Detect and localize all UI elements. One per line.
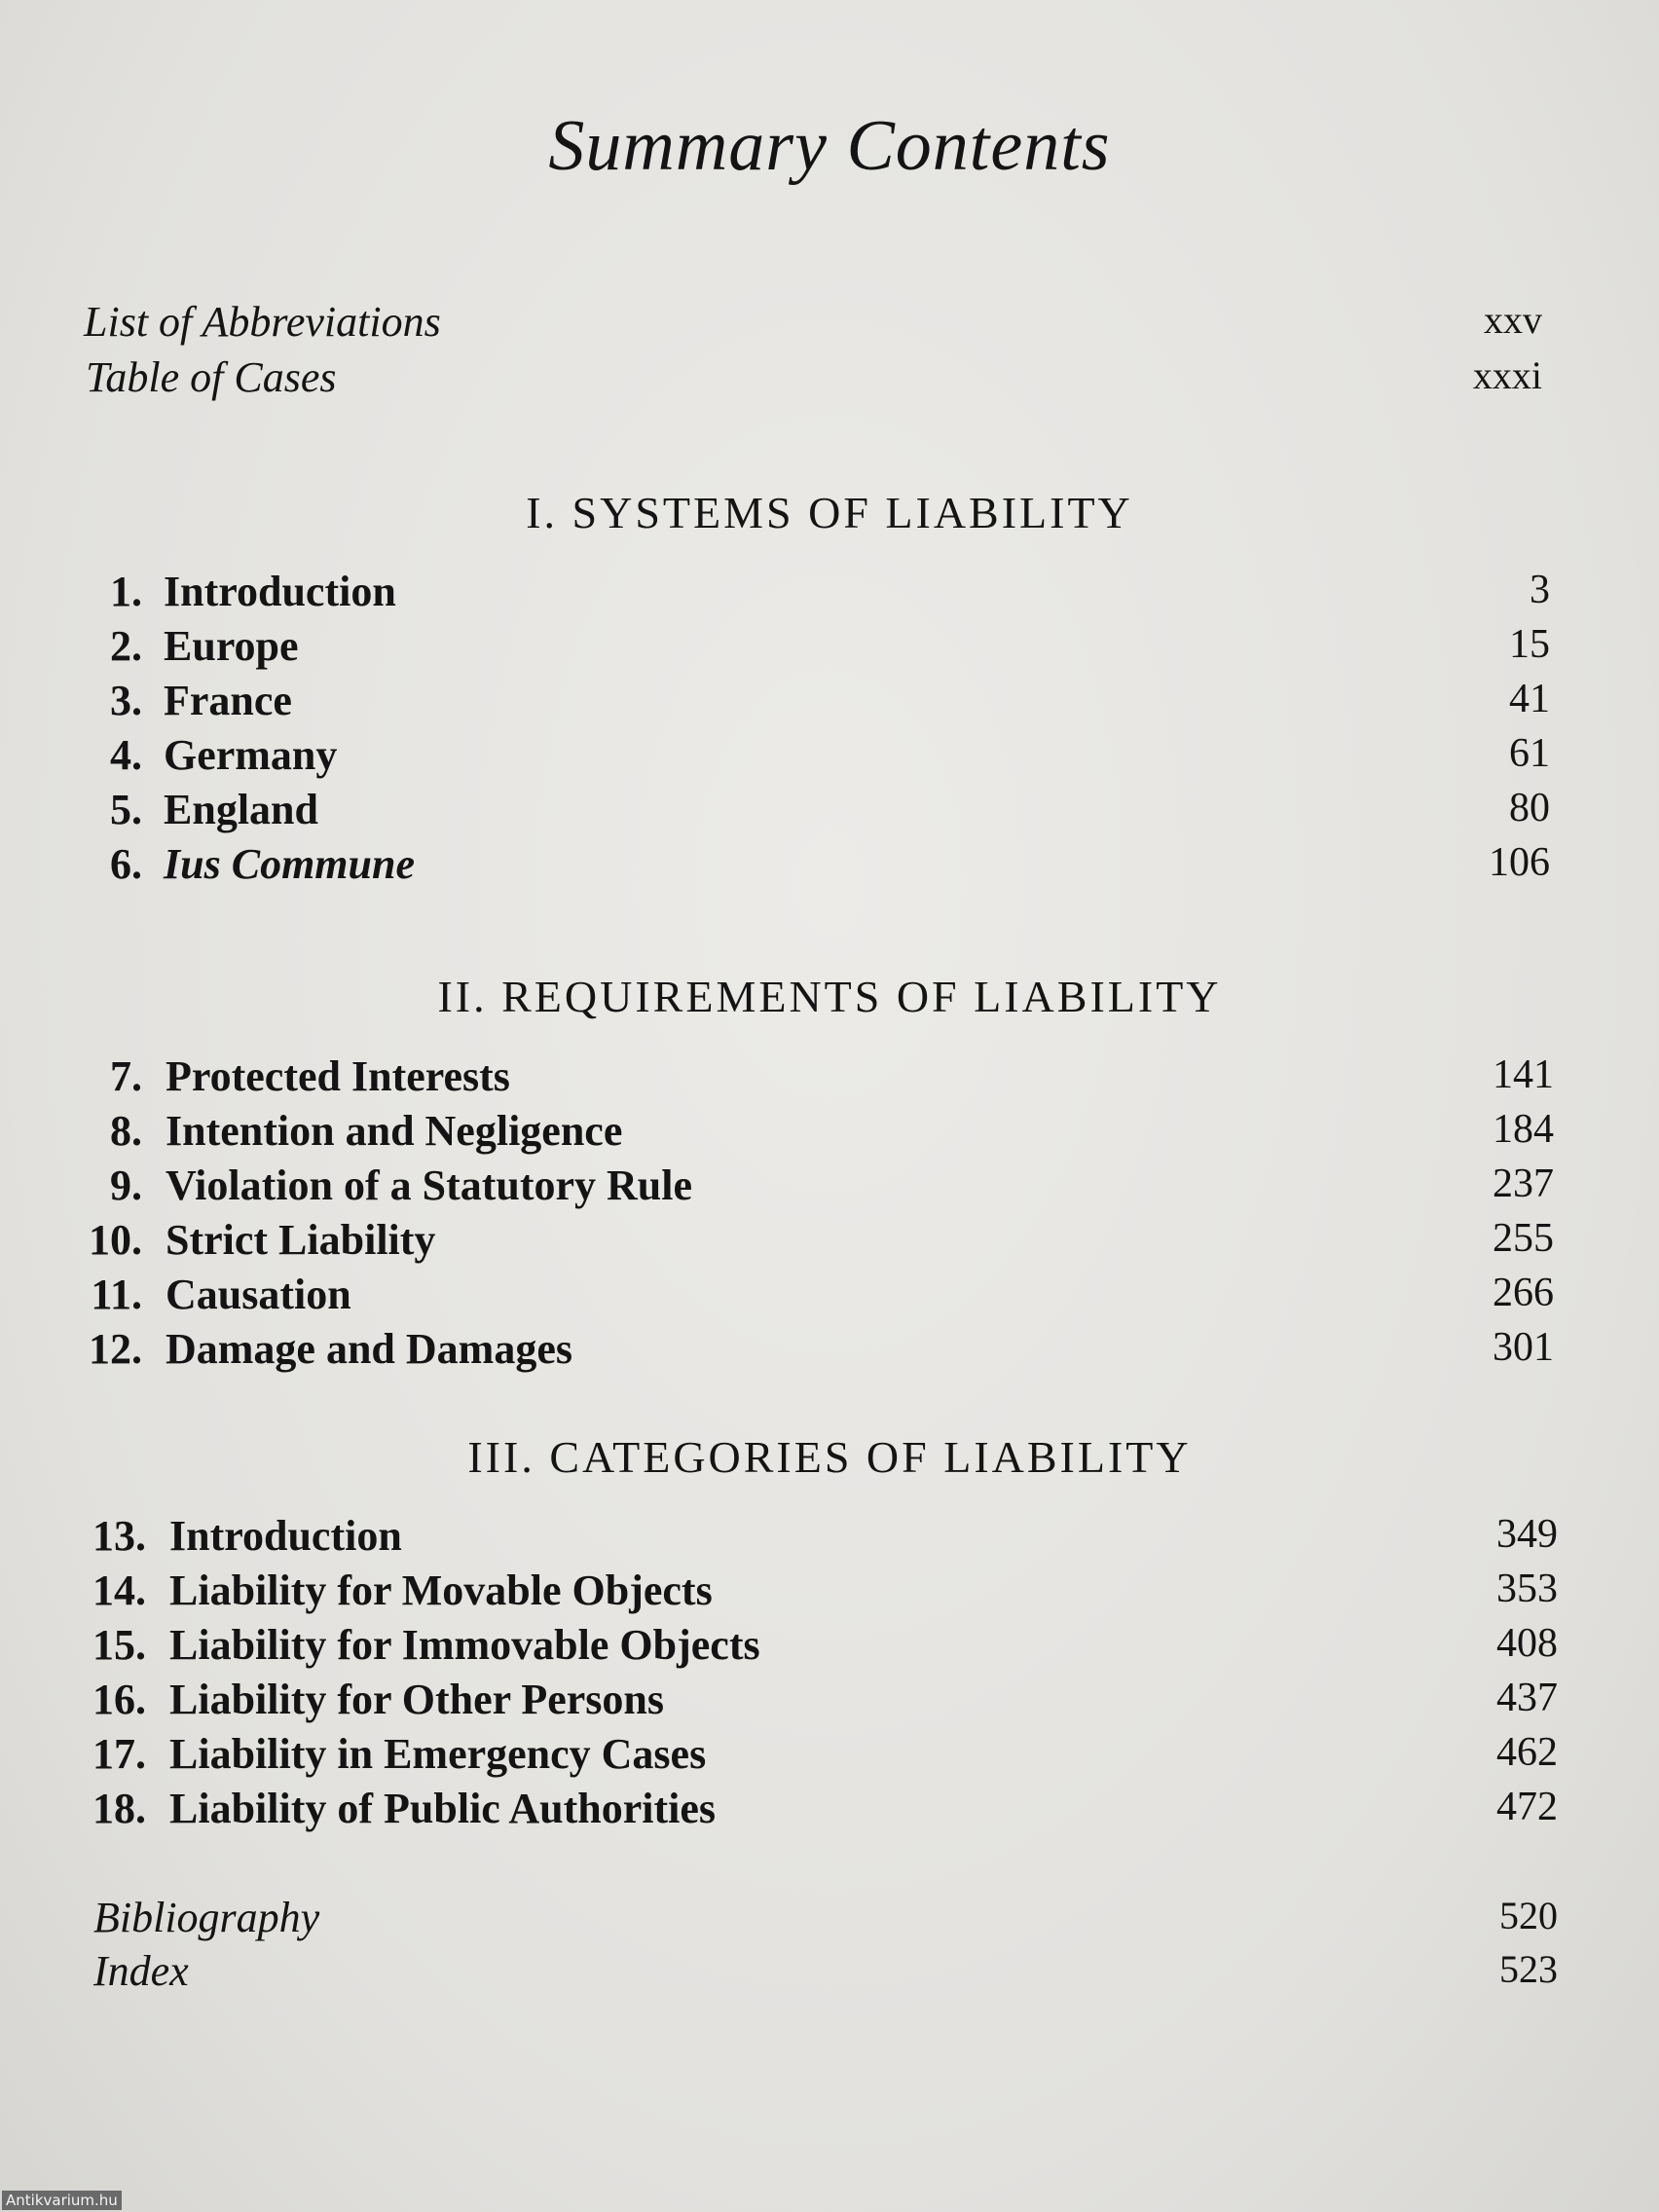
chapter-title: Ius Commune — [164, 840, 415, 888]
toc-entry-label: Table of Cases — [86, 353, 337, 401]
toc-chapter-1 — [0, 567, 1659, 625]
chapter-page: 41 — [1509, 677, 1550, 721]
chapter-page: 237 — [1493, 1161, 1554, 1206]
toc-chapter-12 — [0, 1324, 1659, 1382]
toc-entry-page: xxv — [1484, 298, 1542, 342]
chapter-page: 184 — [1493, 1107, 1554, 1152]
chapter-title: Liability for Movable Objects — [169, 1567, 713, 1614]
chapter-number: 7. — [110, 1052, 142, 1100]
chapter-title: Liability of Public Authorities — [169, 1785, 717, 1832]
chapter-number: 16. — [92, 1676, 146, 1723]
chapter-number: 4. — [110, 731, 142, 779]
chapter-page: 255 — [1493, 1216, 1554, 1261]
toc-chapter-18 — [0, 1784, 1659, 1842]
chapter-page: 462 — [1496, 1730, 1558, 1775]
toc-chapter-2 — [0, 621, 1659, 680]
toc-entry-label: Bibliography — [93, 1894, 320, 1941]
toc-chapter-6 — [0, 839, 1659, 898]
chapter-page: 353 — [1496, 1567, 1558, 1611]
chapter-number: 18. — [92, 1785, 146, 1832]
chapter-page: 301 — [1493, 1325, 1554, 1370]
chapter-page: 3 — [1530, 568, 1550, 612]
chapter-page: 80 — [1509, 786, 1550, 830]
chapter-page: 408 — [1496, 1621, 1558, 1666]
watermark: Antikvarium.hu — [2, 2191, 122, 2210]
chapter-number: 9. — [110, 1161, 142, 1209]
chapter-number: 10. — [89, 1216, 142, 1264]
chapter-number: 3. — [110, 677, 142, 724]
toc-chapter-8 — [0, 1106, 1659, 1164]
toc-chapter-7 — [0, 1051, 1659, 1110]
toc-chapter-13 — [0, 1511, 1659, 1569]
chapter-number: 6. — [110, 840, 142, 888]
chapter-title: Violation of a Statutory Rule — [166, 1161, 693, 1209]
chapter-title: Europe — [164, 622, 299, 670]
chapter-title: England — [164, 786, 318, 833]
chapter-number: 11. — [91, 1271, 142, 1318]
chapter-number: 1. — [110, 568, 142, 615]
toc-chapter-17 — [0, 1729, 1659, 1788]
chapter-title: Damage and Damages — [166, 1325, 572, 1373]
toc-entry-abbreviations — [0, 297, 1659, 355]
chapter-page: 437 — [1496, 1676, 1558, 1720]
section-heading-systems: I. SYSTEMS OF LIABILITY — [526, 488, 1133, 537]
chapter-page: 349 — [1496, 1512, 1558, 1557]
chapter-page: 472 — [1496, 1785, 1558, 1829]
chapter-number: 8. — [110, 1107, 142, 1155]
toc-entry-label: List of Abbreviations — [84, 298, 441, 346]
toc-chapter-4 — [0, 730, 1659, 789]
chapter-number: 15. — [92, 1621, 146, 1669]
toc-chapter-16 — [0, 1675, 1659, 1733]
chapter-number: 12. — [89, 1325, 142, 1373]
toc-entry-bibliography — [0, 1893, 1659, 1951]
chapter-page: 266 — [1493, 1271, 1554, 1315]
chapter-number: 14. — [92, 1567, 146, 1614]
toc-entry-page: 523 — [1499, 1947, 1558, 1991]
toc-chapter-15 — [0, 1620, 1659, 1678]
chapter-number: 2. — [110, 622, 142, 670]
chapter-title: Liability for Other Persons — [169, 1676, 665, 1723]
toc-entry-index — [0, 1946, 1659, 2005]
page-title: Summary Contents — [548, 106, 1111, 186]
toc-chapter-9 — [0, 1161, 1659, 1219]
chapter-title: Liability in Emergency Cases — [169, 1730, 707, 1778]
chapter-title: Introduction — [164, 568, 396, 615]
chapter-number: 17. — [92, 1730, 146, 1778]
toc-chapter-10 — [0, 1215, 1659, 1273]
chapter-title: Strict Liability — [166, 1216, 436, 1264]
chapter-title: Germany — [164, 731, 338, 779]
toc-chapter-5 — [0, 785, 1659, 843]
chapter-number: 13. — [92, 1512, 146, 1560]
chapter-title: Causation — [166, 1271, 351, 1318]
section-heading-categories: III. CATEGORIES OF LIABILITY — [467, 1432, 1192, 1482]
chapter-title: Protected Interests — [166, 1052, 510, 1100]
toc-chapter-3 — [0, 676, 1659, 734]
section-heading-requirements: II. REQUIREMENTS OF LIABILITY — [437, 972, 1222, 1021]
toc-chapter-14 — [0, 1566, 1659, 1624]
chapter-title: Liability for Immovable Objects — [169, 1621, 760, 1669]
chapter-number: 5. — [110, 786, 142, 833]
toc-chapter-11 — [0, 1270, 1659, 1328]
chapter-title: Intention and Negligence — [166, 1107, 623, 1155]
chapter-page: 61 — [1509, 731, 1550, 776]
toc-entry-page: xxxi — [1472, 353, 1542, 397]
toc-entry-table-of-cases — [0, 352, 1659, 411]
chapter-page: 15 — [1509, 622, 1550, 667]
chapter-title: France — [164, 677, 292, 724]
toc-entry-label: Index — [93, 1947, 189, 1995]
chapter-title: Introduction — [169, 1512, 402, 1560]
chapter-page: 106 — [1489, 840, 1550, 885]
toc-entry-page: 520 — [1499, 1894, 1558, 1937]
chapter-page: 141 — [1493, 1052, 1554, 1097]
